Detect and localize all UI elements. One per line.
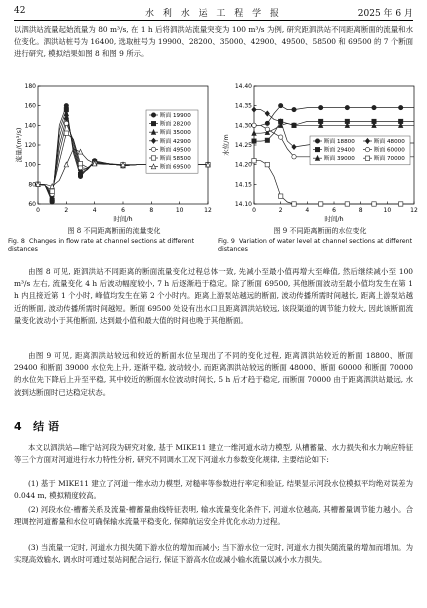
data-point [278, 135, 282, 139]
y-tick-label: 14.20 [234, 161, 252, 169]
legend-label: 断面 29400 [324, 147, 355, 154]
section-number: 4 [14, 420, 22, 433]
body-paragraph: 由图 9 可见, 距离泗洪站较远和较近的断面水位呈现出了不同的变化过程, 距离泗洪站较近的断面 18800、断面 29400 和断面 39000 水位先上升, 逐渐平稳, 波动较小, 而距离泗洪站较远的断面 48000、断面 60000 和断面 70000 的水位先下降后上升至平稳, 其中较近的断面水位波动时间长, 5 h 后才趋于稳定, 而断面 70000 由于距离泗洪站最远, 水波到达断面时已达稳定状态。 [14, 351, 413, 397]
data-point [252, 159, 256, 163]
data-point [78, 149, 82, 154]
data-point [252, 139, 256, 143]
data-point [398, 202, 402, 206]
y-tick-label: 180 [24, 83, 36, 90]
conclusion-paragraph: 本文以泗洪站—睢宁站河段为研究对象, 基于 MIKE11 建立一维河道水动力模型, 从槽蓄量、水力损失和水力响应特征等三个方面对河道进行水力特性分析, 研究不同调水工况下河道水力参数变化规律, 主要结论如下: [14, 443, 413, 465]
fig9-caption-text: Variation of water level at channel sections at different distances [218, 238, 413, 254]
y-tick-label: 60 [28, 201, 36, 208]
data-point [372, 105, 376, 109]
body-paragraph: 由图 8 可见, 距泗洪站不同距离的断面流量变化过程总体一致, 先减小至最小值再增大至峰值, 然后继续减小至 100 m³/s 左右, 流量变化 4 h 后波动幅度较小, 7 h 后逐渐趋于稳定。除了断面 69500, 其他断面波动至最小值均发生在第 1 h 内且接近第 1 个小时, 峰值均发生在第 2 个小时内。距离上游泵站越远的断面, 波动传播所需时间越长, 距离上游泵站越近的断面, 波动传播所需时间越短。断面 69500 处设有出水口且距离泗洪站较远, 该段渠道的调节能力较大, 因此该断面流量变化波动小于其他断面, 达到最小值和最大值的时间也晚于其他断面。 [14, 267, 413, 325]
data-point [292, 107, 296, 111]
x-tick-label: 8 [358, 207, 363, 214]
y-tick-label: 14.15 [234, 181, 252, 189]
fig8-caption-text: Changes in flow rate at channel sections at different distances [8, 238, 195, 254]
legend-label: 断面 42900 [160, 138, 191, 145]
flow-rate-chart [8, 80, 216, 228]
legend-label: 断面 60000 [374, 147, 405, 154]
data-point [64, 162, 68, 167]
data-point [265, 138, 269, 142]
series-line [254, 161, 414, 204]
data-point [292, 144, 296, 149]
x-axis-label: 时间/h [113, 215, 133, 223]
x-tick-label: 12 [204, 207, 212, 214]
fig9-caption-en [218, 238, 421, 255]
data-point [365, 156, 369, 160]
y-tick-label: 140 [24, 122, 36, 130]
x-tick-label: 0 [252, 207, 256, 214]
y-tick-label: 100 [24, 161, 36, 169]
data-point [64, 121, 68, 125]
issue-date: 2025 年 6 月 [357, 9, 413, 19]
legend-label: 断面 69500 [160, 164, 191, 171]
page-number: 42 [14, 6, 26, 16]
y-tick-label: 14.30 [234, 122, 252, 130]
legend-label: 断面 19900 [160, 113, 191, 119]
x-tick-label: 2 [278, 207, 283, 214]
data-point [50, 189, 54, 193]
y-tick-label: 14.35 [234, 102, 252, 110]
conclusion-item: (2) 河段水位-槽蓄关系及流量-槽蓄量曲线特征表明, 输水流量变化条件下, 河道水位越高, 其槽蓄量调节能力越小。合理调控河道蓄量和水位可确保输水流量平稳变化, 保障航运安全并优化水动力过程。 [14, 505, 413, 527]
data-point [372, 202, 376, 206]
data-point [315, 139, 319, 143]
conclusion-item: (1) 基于 MIKE11 建立了河道一维水动力模型, 对糙率等参数进行率定和验证, 结果显示河段水位模拟平均绝对误差为 0.044 m, 模拟精度较高。 [14, 479, 413, 501]
header-rule [14, 20, 413, 21]
data-point [278, 103, 282, 107]
y-tick-label: 14.40 [234, 83, 252, 90]
data-point [345, 202, 349, 206]
series-line [254, 123, 414, 133]
legend-label: 断面 48000 [374, 139, 405, 145]
journal-title: 水 利 水 运 工 程 学 报 [144, 9, 283, 19]
legend-label: 断面 49500 [160, 147, 191, 154]
data-point [318, 105, 322, 109]
fig9-caption-cn: 图 9 不同距离断面的水位变化 [273, 227, 367, 235]
legend-label: 断面 39000 [324, 156, 355, 163]
y-tick-label: 14.10 [234, 201, 252, 208]
x-tick-label: 10 [383, 207, 392, 214]
data-point [315, 147, 319, 151]
legend-label: 断面 35000 [160, 130, 191, 137]
x-tick-label: 10 [175, 207, 184, 214]
data-point [278, 194, 282, 198]
data-point [252, 123, 256, 127]
x-tick-label: 4 [92, 207, 97, 214]
section-title: 结 语 [33, 420, 59, 433]
data-point [292, 202, 296, 206]
data-point [292, 155, 296, 159]
data-point [151, 156, 155, 160]
y-axis-label: 流量/(m³/s) [15, 127, 23, 163]
data-point [265, 127, 269, 131]
data-point [345, 105, 349, 109]
data-point [151, 121, 155, 125]
x-tick-label: 12 [410, 207, 418, 214]
y-tick-label: 160 [24, 102, 36, 110]
legend-label: 断面 70000 [374, 156, 405, 163]
data-point [64, 131, 68, 135]
running-header [14, 6, 413, 20]
x-tick-label: 6 [332, 207, 336, 214]
x-axis-label: 时间/h [324, 215, 344, 223]
intro-paragraph: 以泗洪站流量起始流量为 80 m³/s, 在 1 h 后将泗洪站流量突变为 100 m³/s 为例, 研究距泗洪站不同距离断面的流量和水位变化。泗洪站桩号为 16400, 选取桩号为 19900、28200、35000、42900、49500、58500 和 69500 的 7 个断面进行研究, 模拟结果如图 8 和图 9 所示。 [14, 25, 413, 59]
data-point [78, 161, 82, 165]
legend-label: 断面 28200 [160, 121, 191, 128]
fig9-label: Fig. 9 [218, 238, 235, 245]
y-tick-label: 14.25 [234, 142, 252, 149]
section-heading [14, 418, 59, 434]
data-point [252, 107, 256, 112]
fig8-caption-en [8, 238, 213, 255]
data-point [318, 202, 322, 206]
series-line [254, 106, 414, 126]
y-tick-label: 120 [24, 142, 36, 149]
x-tick-label: 6 [121, 207, 125, 214]
legend-label: 断面 58500 [160, 156, 191, 162]
data-point [151, 113, 155, 117]
y-tick-label: 80 [28, 181, 36, 189]
legend-label: 断面 18800 [324, 139, 355, 145]
x-tick-label: 2 [64, 207, 69, 214]
data-point [265, 111, 269, 116]
x-tick-label: 4 [305, 207, 310, 214]
data-point [151, 147, 155, 151]
water-level-chart [220, 80, 422, 228]
x-tick-label: 8 [149, 207, 154, 214]
fig8-caption-cn: 图 8 不同距离断面的流量变化 [67, 227, 161, 235]
conclusion-item: (3) 当流量一定时, 河道水力损失随下游水位的增加而减小; 当下游水位一定时, 河道水力损失随流量的增加而增加。为实现高效输水, 调水时可通过泵站间配合运行, 保证下游高水位或减小输水流量以减小水力损失。 [14, 543, 413, 565]
data-point [365, 147, 369, 151]
fig8-label: Fig. 8 [8, 238, 25, 245]
data-point [398, 105, 402, 109]
x-tick-label: 0 [36, 207, 40, 214]
data-point [265, 162, 269, 166]
y-axis-label: 水位/m [222, 134, 230, 156]
data-point [265, 121, 269, 125]
